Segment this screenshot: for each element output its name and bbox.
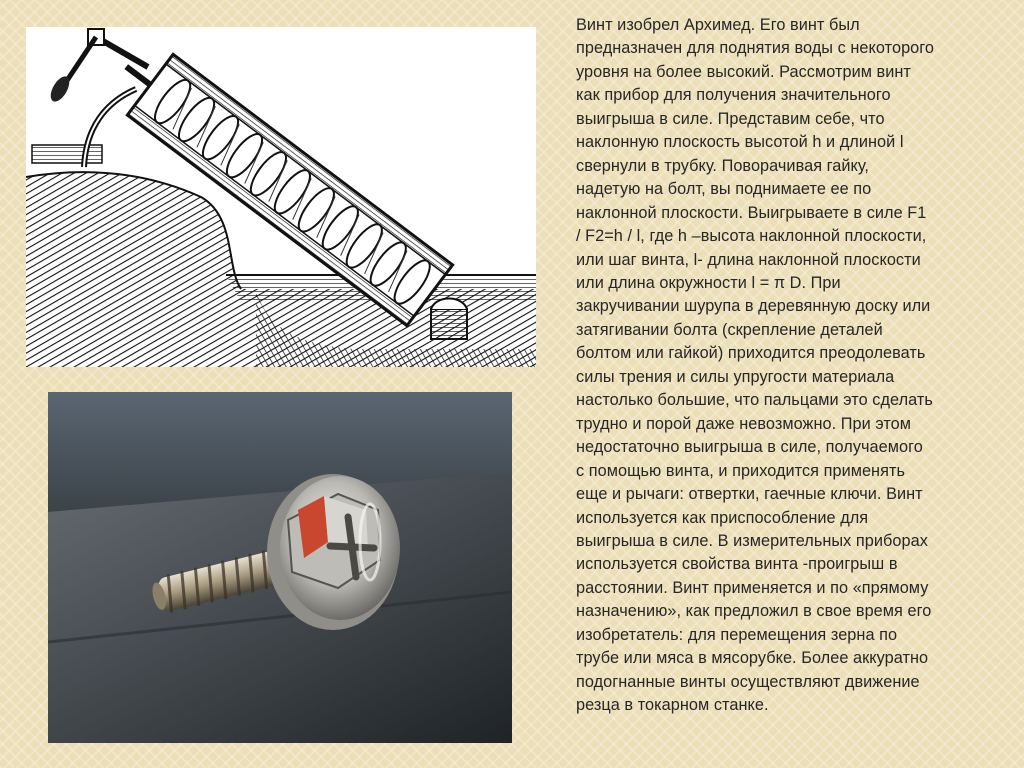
screw-photo bbox=[48, 392, 512, 743]
body-text-line: предназначен для поднятия воды с некоторого bbox=[576, 39, 935, 58]
body-text-line: недостаточно выигрыша в силе, получаемого bbox=[576, 438, 923, 457]
body-text bbox=[576, 14, 996, 718]
body-text-line: назначению», как предложил в свое время его bbox=[576, 602, 932, 621]
body-text-line: наклонной плоскости. Выигрываете в силе F1 bbox=[576, 203, 927, 222]
body-text-line: как прибор для получения значительного bbox=[576, 86, 891, 105]
body-text-line: расстоянии. Винт применяется и по «прямому bbox=[576, 578, 929, 597]
body-text-line: настолько большие, что пальцами это сделать bbox=[576, 391, 933, 410]
body-text-line: выигрыша в силе. Представим себе, что bbox=[576, 109, 885, 128]
body-text-line: свернули в трубку. Поворачивая гайку, bbox=[576, 156, 870, 175]
archimedes-screw-illustration bbox=[26, 27, 536, 367]
body-text-line: еще и рычаги: отвертки, гаечные ключи. Винт bbox=[576, 485, 923, 504]
body-text-line: используется как приспособление для bbox=[576, 508, 869, 527]
body-text-line: или шаг винта, l- длина наклонной плоскости bbox=[576, 250, 921, 269]
body-text-line: трудно и порой даже невозможно. При этом bbox=[576, 414, 911, 433]
body-text-line: надетую на болт, вы поднимаете ее по bbox=[576, 180, 872, 199]
body-text-line: закручивании шурупа в деревянную доску или bbox=[576, 297, 931, 316]
body-text-line: используется свойства винта -проигрыш в bbox=[576, 555, 898, 574]
body-text-line: затягивании болта (скрепление деталей bbox=[576, 320, 883, 339]
archimedes-screw-engraving-icon bbox=[26, 27, 536, 367]
body-text-line: с помощью винта, и приходится применять bbox=[576, 461, 906, 480]
self-tapping-screw-photo-icon bbox=[48, 392, 512, 743]
body-text-line: резца в токарном станке. bbox=[576, 696, 769, 715]
body-text-line: силы трения и силы упругости материала bbox=[576, 367, 895, 386]
body-text-line: уровня на более высокий. Рассмотрим винт bbox=[576, 62, 911, 81]
body-text-line: наклонную плоскость высотой h и длиной l bbox=[576, 133, 904, 152]
body-text-line: выигрыша в силе. В измерительных приборах bbox=[576, 531, 928, 550]
body-text-line: болтом или гайкой) приходится преодолевать bbox=[576, 344, 926, 363]
body-text-line: / F2=h / l, где h –высота наклонной плоскости, bbox=[576, 227, 927, 246]
body-text-line: подогнанные винты осуществляют движение bbox=[576, 672, 920, 691]
body-text-line: или длина окружности l = π D. При bbox=[576, 273, 841, 292]
body-text-line: Винт изобрел Архимед. Его винт был bbox=[576, 16, 860, 34]
body-text-line: трубе или мяса в мясорубке. Более аккуратно bbox=[576, 649, 929, 668]
body-text-line: изобретатель: для перемещения зерна по bbox=[576, 625, 898, 644]
